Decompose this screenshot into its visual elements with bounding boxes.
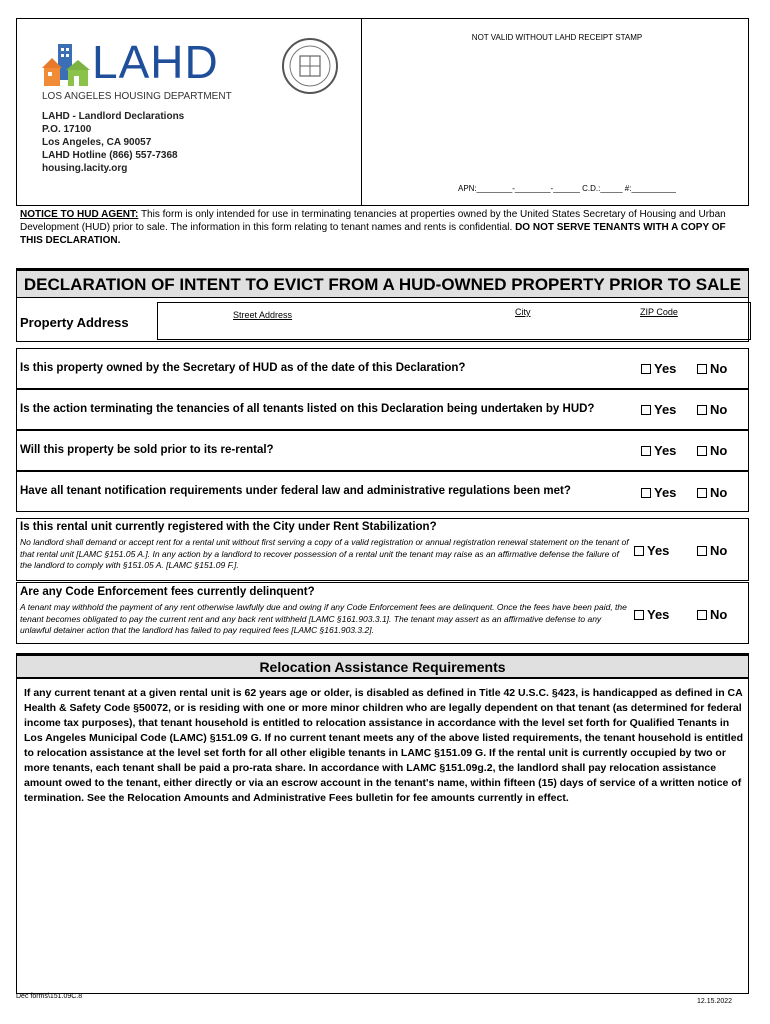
checkbox-icon[interactable]	[697, 546, 707, 556]
notice-warning: DO NOT SERVE TENANTS WITH A COPY OF THIS DECLARATION.	[20, 222, 726, 246]
yes-label: Yes	[654, 402, 677, 417]
code-question: Are any Code Enforcement fees currently delinquent?	[20, 586, 315, 598]
city-label: City	[515, 307, 531, 317]
checkbox-icon[interactable]	[697, 364, 707, 374]
notice-label: NOTICE TO HUD AGENT:	[20, 209, 139, 220]
address-line: housing.lacity.org	[42, 163, 128, 174]
yes-label: Yes	[654, 361, 677, 376]
mailing-address	[42, 110, 184, 175]
checkbox-icon[interactable]	[697, 488, 707, 498]
stamp-notice: NOT VALID WITHOUT LAHD RECEIPT STAMP	[471, 33, 643, 42]
question-notification: Have all tenant notification requirements under federal law and administrative regulations been met?	[20, 485, 571, 497]
apn-line: APN:________-________-______ C.D.:_____ #:__________	[458, 184, 676, 193]
no-option[interactable]	[697, 361, 727, 376]
checkbox-icon[interactable]	[634, 546, 644, 556]
code-detail: A tenant may withhold the payment of any rent otherwise lawfully due and owing if any Code Enforcement fees are delinquent. Once the fees have been paid, the tenant becomes obligated to pay the current rent and any back rent withheld [LAMC §161.903.3.1]. The tenant may assert as an affirmative defense to any unlawful detainer action that the landlord has failed to pay required fees [LAMC §161.903.3.2].	[20, 602, 627, 635]
city-seal-icon	[281, 36, 339, 96]
no-label: No	[710, 607, 728, 622]
yes-option[interactable]	[634, 607, 669, 622]
checkbox-icon[interactable]	[697, 610, 707, 620]
logo-text: LAHD	[92, 36, 219, 88]
no-label: No	[710, 402, 728, 417]
relocation-title: Relocation Assistance Requirements	[16, 653, 749, 678]
address-line: Los Angeles, CA 90057	[42, 137, 152, 148]
no-option[interactable]	[697, 543, 727, 558]
no-label: No	[710, 485, 728, 500]
form-title: DECLARATION OF INTENT TO EVICT FROM A HUD-OWNED PROPERTY PRIOR TO SALE	[16, 268, 749, 298]
lahd-houses-logo-icon	[40, 42, 92, 90]
question-hud-action: Is the action terminating the tenancies of all tenants listed on this Declaration being undertaken by HUD?	[20, 403, 595, 415]
logo-subtitle: LOS ANGELES HOUSING DEPARTMENT	[42, 91, 232, 102]
form-code: Dec forms\151.09C.8	[16, 993, 83, 1000]
no-label: No	[710, 443, 728, 458]
no-label: No	[710, 361, 728, 376]
no-option[interactable]	[697, 485, 727, 500]
address-line: P.O. 17100	[42, 124, 92, 135]
no-option[interactable]	[697, 607, 727, 622]
question-sold-prior: Will this property be sold prior to its re-rental?	[20, 444, 274, 456]
hud-agent-notice	[20, 208, 742, 247]
checkbox-icon[interactable]	[641, 488, 651, 498]
checkbox-icon[interactable]	[634, 610, 644, 620]
yes-label: Yes	[647, 543, 670, 558]
form-date: 12.15.2022	[697, 998, 733, 1005]
no-option[interactable]	[697, 443, 727, 458]
yes-label: Yes	[654, 443, 677, 458]
rso-detail: No landlord shall demand or accept rent for a rental unit without first serving a copy of a valid registration or annual registration renewal statement on the tenant of that rental unit [LAMC §151.05 A.]. In any action by a landlord to recover possession of a rental unit the tenant may raise as an affirmative defense the failure of the landlord to comply with §151.05 A. [LAMC §151.09 F.].	[20, 537, 629, 570]
checkbox-icon[interactable]	[697, 405, 707, 415]
address-line: LAHD Hotline (866) 557-7368	[42, 150, 178, 161]
yes-label: Yes	[647, 607, 670, 622]
header-divider	[361, 18, 362, 206]
yes-option[interactable]	[634, 543, 669, 558]
yes-option[interactable]	[641, 361, 676, 376]
question-hud-ownership: Is this property owned by the Secretary of HUD as of the date of this Declaration?	[20, 362, 466, 374]
address-line: LAHD - Landlord Declarations	[42, 111, 185, 122]
no-option[interactable]	[697, 402, 727, 417]
checkbox-icon[interactable]	[641, 364, 651, 374]
yes-label: Yes	[654, 485, 677, 500]
street-address-label: Street Address	[233, 310, 293, 320]
relocation-text: If any current tenant at a given rental unit is 62 years age or older, is disabled as defined in Title 42 U.S.C. §423, is handicapped as defined in CA Health & Safety Code §50072, or is residing with one or more minor children who are legally dependent on that tenant (as determined for federal income tax purposes), that tenant household is entitled to relocation assistance in accordance with the level set forth for Qualified Tenants in Los Angeles Municipal Code (LAMC) §151.09 G. If no current tenant meets any of the above listed requirements, the tenant household is entitled to relocation assistance at the level set forth for all other eligible tenants in LAMC §151.09 G. If the rental unit is currently occupied by two or more tenants, each tenant shall be paid a pro-rata share. In accordance with LAMC §151.09g.2, the landlord shall pay relocation assistance amount owed to the tenant, either directly or via an escrow account in the tenant's name, within fifteen (15) days of service of a written notice of termination. See the Relocation Amounts and Administrative Fees bulletin for fee amounts currently in effect.	[24, 687, 743, 804]
checkbox-icon[interactable]	[641, 405, 651, 415]
rso-question: Is this rental unit currently registered with the City under Rent Stabilization?	[20, 521, 437, 533]
yes-option[interactable]	[641, 443, 676, 458]
checkbox-icon[interactable]	[641, 446, 651, 456]
property-address-label: Property Address	[20, 315, 129, 330]
yes-option[interactable]	[641, 485, 676, 500]
checkbox-icon[interactable]	[697, 446, 707, 456]
no-label: No	[710, 543, 728, 558]
zip-code-label: ZIP Code	[640, 307, 678, 317]
yes-option[interactable]	[641, 402, 676, 417]
notice-text: This form is only intended for use in terminating tenancies at properties owned by the United States Secretary of Housing and Urban Development (HUD) prior to sale. The information in this form relating to tenant names and rents is confidential.	[20, 209, 726, 233]
